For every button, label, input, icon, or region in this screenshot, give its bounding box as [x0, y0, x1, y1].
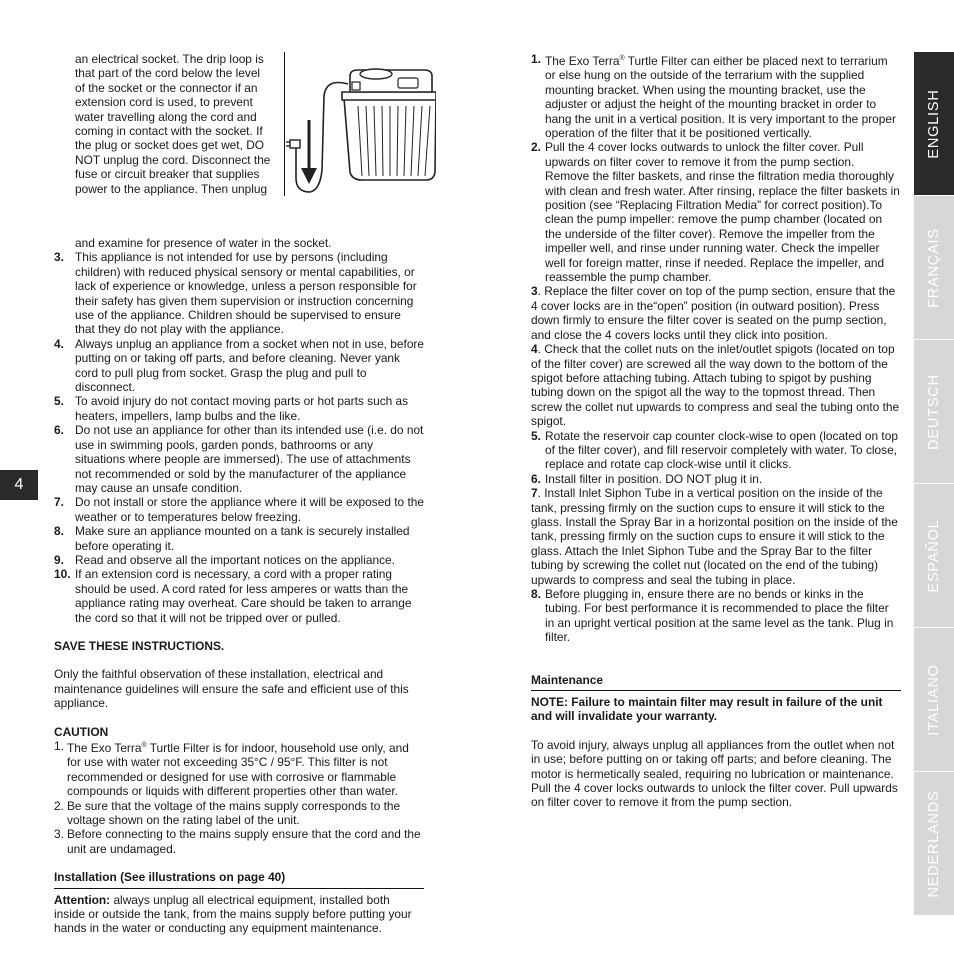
step-number: 7	[531, 486, 538, 501]
save-instructions-heading: SAVE THESE INSTRUCTIONS.	[54, 638, 225, 653]
intro-line: fuse or circuit breaker that supplies	[75, 167, 260, 182]
list-item	[54, 524, 424, 553]
maintenance-heading: Maintenance	[531, 673, 901, 691]
tab-nederlands[interactable]	[914, 772, 954, 916]
list-item	[54, 394, 424, 423]
install-step	[531, 472, 901, 486]
tab-label: ITALIANO	[926, 663, 942, 736]
step-text: Rotate the reservoir cap counter clock-wise to open (located on top of the filter cover), and fill reservoir completely with water. To close, replace and rotate cap clock-wise until it clicks.	[545, 428, 898, 472]
item-text: If an extension cord is necessary, a cord with a proper rating should be used. A cord rated for less amperes or watts than the appliance rating may overheat. Care should be taken to arrange the cord so that it will not be tripped over or pulled.	[75, 567, 412, 625]
item-number: 8.	[54, 524, 64, 539]
drip-loop-section	[54, 52, 424, 236]
intro-line: power to the appliance. Then unplug	[75, 181, 268, 196]
step-number: 4	[531, 342, 538, 357]
list-item	[54, 495, 424, 524]
attention-text: always unplug all electrical equipment, installed both inside or outside the tank, from the mains supply before putting your hands in the water or conducting any equipment maintenance.	[54, 892, 412, 936]
caution-item	[54, 799, 424, 828]
step-text: Pull the 4 cover locks outwards to unlock the filter cover. Pull upwards on filter cover to remove it from the pump section. Remove the filter baskets, and rinse the filtration media thoroughly with clean and fresh water. After rinsing, replace the filter baskets in position (see “Replacing Filtration Media” for correct position).To clean the pump impeller: remove the pump chamber (located on the underside of the filter cover). Remove the impeller from the impeller well, and rinse under running water. Check the impeller well for foreign matter, rinse if needed. Replace the impeller, and reassemble the pump chamber.	[545, 140, 900, 285]
tab-label: ESPAÑOL	[926, 518, 942, 593]
install-step	[531, 429, 901, 472]
item-text: Make sure an appliance mounted on a tank is securely installed before operating it.	[75, 524, 410, 553]
intro-line: coming in contact with the socket. If	[75, 124, 263, 139]
tab-italiano[interactable]	[914, 628, 954, 772]
step-text	[545, 52, 901, 140]
step-number: 2.	[531, 140, 541, 155]
step-number: 6.	[531, 471, 541, 486]
item-number: 9.	[54, 552, 64, 567]
item-text: Be sure that the voltage of the mains supply corresponds to the voltage shown on the rating label of the unit.	[67, 798, 401, 827]
registered-mark: ®	[619, 55, 625, 62]
step-number: 5.	[531, 428, 541, 443]
item-number: 4.	[54, 336, 64, 351]
intro-line: of the socket or the connector if an	[75, 80, 258, 95]
step-text: . Replace the filter cover on top of the pump section, ensure that the 4 cover locks are in the“open” position (in outward position). Press down firmly to ensure the filter cover is seated on the pump section, and close the 4 covers locks until they click into position.	[531, 284, 896, 342]
item-number: 3.	[54, 250, 64, 265]
step-number: 1.	[531, 52, 541, 66]
intro-line: an electrical socket. The drip loop is	[75, 52, 264, 66]
step-number: 3	[531, 284, 538, 299]
list-item	[54, 567, 424, 625]
tab-label: NEDERLANDS	[926, 789, 942, 898]
drip-loop-text	[75, 52, 275, 196]
tab-english[interactable]	[914, 52, 954, 196]
step-text-pre: The Exo Terra	[545, 53, 620, 68]
install-step	[531, 342, 901, 428]
item-text: This appliance is not intended for use by persons (including children) with reduced physical sensory or mental capabilities, or lack of experience or knowledge, unless a person responsible for their safety has given them supervision or instruction concerning use of the appliance. Children should be supervised to ensure that they do not play with the appliance.	[75, 250, 417, 337]
drip-loop-illustration	[286, 60, 436, 196]
attention-paragraph	[54, 893, 424, 936]
page-number: 4	[0, 470, 38, 500]
tab-deutsch[interactable]	[914, 340, 954, 484]
list-item	[54, 250, 424, 336]
step-text: . Install Inlet Siphon Tube in a vertical position on the inside of the tank, pressing firmly on the suction cups to ensure it will stick to the glass. Install the Spray Bar in a horizontal position on the inside of the tank, pressing firmly on the suction cups to ensure it will stick to the glass. Attach the Inlet Siphon Tube and the Spray Bar to the filter tubing by screwing the collet nut (located on the end of the tubing) upwards to compress and seal the tubing in place.	[531, 486, 898, 587]
step-text: Before plugging in, ensure there are no bends or kinks in the tubing. For best performance it is recommended to place the filter in an upright vertical position at the same level as the tank. Plug in filter.	[545, 587, 894, 645]
faithful-observation-text: Only the faithful observation of these installation, electrical and maintenance guidelines will ensure the safe and efficient use of this appliance.	[54, 667, 409, 711]
item-text-pre: The Exo Terra	[67, 740, 142, 755]
item-text: Do not install or store the appliance where it will be exposed to the weather or to temperatures below freezing.	[75, 495, 424, 524]
list-item	[54, 423, 424, 495]
step-text: . Check that the collet nuts on the inlet/outlet spigots (located on top of the filter cover) are screwed all the way down to the bottom of the spigot before attaching tubing. Attach tubing to spigot by pushing tubing down on the spigot all the way to the topmost thread. Then screw the collet nut upwards to compress and seal the tubing onto the spigot.	[531, 342, 900, 429]
item-number: 10.	[54, 567, 71, 582]
item-text: Read and observe all the important notices on the appliance.	[75, 552, 395, 567]
caution-item	[54, 739, 424, 799]
tab-francais[interactable]	[914, 196, 954, 340]
attention-label: Attention:	[54, 892, 111, 907]
maintenance-text: To avoid injury, always unplug all appliances from the outlet when not in use; before putting on or taking off parts; and before cleaning. The motor is hermetically sealed, requiring no lubrication or maintenance. Pull the 4 cover locks outwards to unlock the filter cover. Pull upwards on filter cover to remove it from the pump section.	[531, 737, 898, 810]
maintenance-note: NOTE: Failure to maintain filter may result in failure of the unit and will invalidate your warranty.	[531, 695, 883, 724]
tab-label: ENGLISH	[926, 88, 942, 159]
intro-line: the plug or socket does get wet, DO	[75, 138, 265, 153]
tab-label: FRANÇAIS	[926, 227, 942, 308]
caution-heading: CAUTION	[54, 724, 109, 739]
right-column	[531, 52, 901, 810]
language-sidebar	[914, 52, 954, 915]
step-text-post: Turtle Filter can either be placed next to terrarium or else hung on the outside of the terrarium with the supplied mounting bracket. When using the mounting bracket, use the adjuster or adjust the height of the mounting bracket in order to hang the unit in a vertical position. It is very important to the proper operation of the filter that it be positioned vertically.	[545, 53, 896, 140]
illustration-divider	[284, 52, 285, 196]
item-number: 3.	[54, 827, 64, 842]
install-step	[531, 587, 901, 645]
intro-line: NOT unplug the cord. Disconnect the	[75, 152, 271, 167]
tab-espanol[interactable]	[914, 484, 954, 628]
item-number: 6.	[54, 423, 64, 438]
item-text: To avoid injury do not contact moving parts or hot parts such as heaters, impellers, lamp bulbs and the like.	[75, 394, 409, 423]
tab-label: DEUTSCH	[926, 373, 942, 450]
install-step	[531, 486, 901, 587]
item-text: Always unplug an appliance from a socket when not in use, before putting on or taking off parts, and before cleaning. Never yank cord to pull plug from socket. Grasp the plug and pull to disconnect.	[75, 336, 425, 395]
intro-line: water travelling along the cord and	[75, 109, 257, 124]
step-text: Install filter in position. DO NOT plug it in.	[545, 471, 763, 486]
installation-heading: Installation (See illustrations on page 40)	[54, 870, 424, 888]
item-number: 5.	[54, 394, 64, 409]
install-step	[531, 140, 901, 284]
item-number: 2.	[54, 798, 64, 813]
caution-item	[54, 827, 424, 856]
step-number: 8.	[531, 587, 541, 601]
list-item	[54, 337, 424, 395]
intro-line: that part of the cord below the level	[75, 66, 261, 81]
left-column	[54, 52, 424, 936]
install-step	[531, 284, 901, 342]
item-number: 1.	[54, 739, 64, 753]
intro-tail-line: and examine for presence of water in the socket.	[75, 236, 332, 250]
item-number: 7.	[54, 495, 64, 510]
install-step	[531, 52, 901, 140]
item-text: Do not use an appliance for other than its intended use (i.e. do not use in swimming pools, garden ponds, bathrooms or any situations where people are immersed). The use of attachments not recommended or sold by the manufacturer of the appliance may cause an unsafe condition.	[75, 423, 424, 495]
registered-mark: ®	[141, 742, 147, 749]
item-text	[67, 739, 424, 799]
item-text: Before connecting to the mains supply ensure that the cord and the unit are undamaged.	[67, 827, 421, 856]
list-item	[54, 553, 424, 567]
item-text-post: Turtle Filter is for indoor, household use only, and for use with water not exceeding 35°C / 95°F. This filter is not recommended or designed for use with corrosive or flammable compounds or liquids with different properties other than water.	[67, 740, 409, 799]
intro-line: extension cord is used, to prevent	[75, 95, 253, 110]
